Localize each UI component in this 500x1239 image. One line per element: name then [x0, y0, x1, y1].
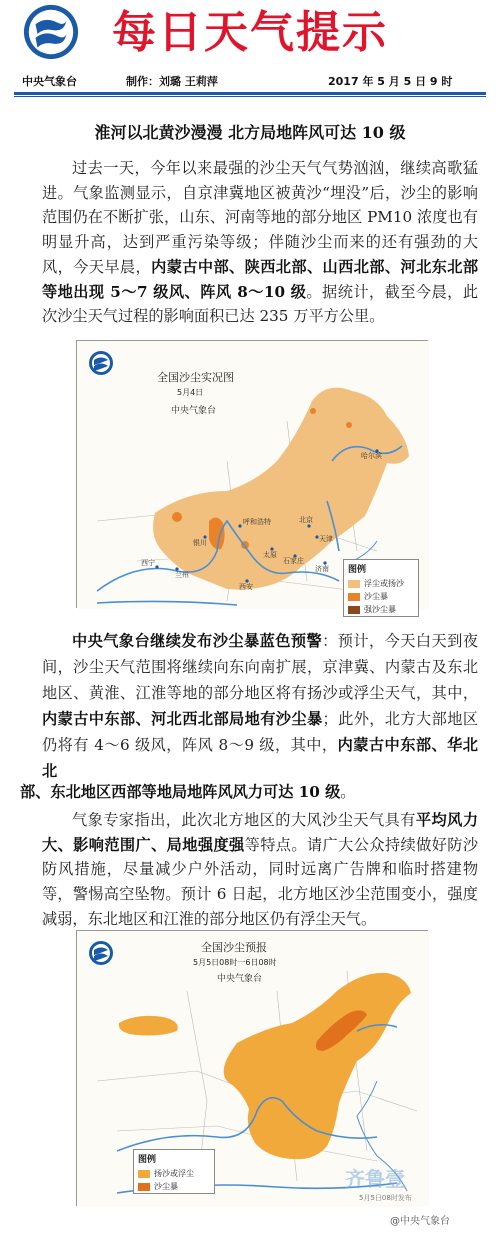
map2-org: 中央气象台	[217, 974, 263, 984]
dust-storm-dot-4	[310, 408, 316, 414]
para1-text-1: 过去一天，今年以来最强的沙尘天气气势汹汹，继续高歌猛进。气象监测显示，自京津冀地区被黄沙“埋没”后，沙尘的影响范围仍在不断扩张，山东、河南等地的部分地区 PM10 浓度也有明显升高，达到严重污染等级；伴随沙尘而来的还有强劲的大风，今天早晨，	[42, 159, 478, 276]
legend-swatch	[348, 580, 360, 588]
legend-label: 沙尘暴	[154, 1182, 178, 1191]
para3-text-2: 等特点。请广大公众持续做好防沙防风措施，尽量减少户外活动，同时远离广告牌和临时搭建物等，警惕高空坠物。预计 6 日起，北方地区沙尘范围变小，强度减弱，东北地区和江淮的部分地区仍有浮尘天气。	[42, 835, 479, 928]
header-divider-thin	[14, 96, 486, 97]
map1-city-label: 兰州	[175, 571, 189, 579]
para2-text-2: ；此外，北方大部地区仍将有 4～6 级风，阵风 8～9 级，其中，	[42, 710, 479, 754]
page-title: 每日天气提示	[112, 7, 388, 58]
para3-bold-1: 平均风力大、影响范围广、局地强度强	[42, 811, 479, 854]
map1-city-label: 济南	[315, 565, 329, 573]
para2-text-1: ：预计，今天白天到夜间，沙尘天气范围将继续向东向南扩展，京津冀、内蒙古及东北地区、黄淮、江淮等地的部分地区将有扬沙或浮尘天气，其中，	[42, 632, 479, 702]
map1-city-label: 哈尔滨	[361, 452, 382, 460]
legend-swatch	[348, 606, 360, 614]
map1-legend-item	[344, 577, 418, 590]
legend-label: 浮尘或扬沙	[364, 579, 404, 588]
para2-bold-3: 内蒙古中东部、华北北	[42, 736, 478, 780]
footer-watermark: @中央气象台	[390, 1216, 450, 1227]
legend-swatch	[348, 593, 360, 601]
paragraph-2-continued	[20, 780, 480, 805]
meta-row	[0, 70, 500, 90]
para2-bold-2: 内蒙古中东部、河北西北部局地有沙尘暴	[42, 710, 323, 728]
map2-title: 全国沙尘预报	[201, 941, 267, 954]
producers-label: 制作：刘璐 王莉萍	[126, 75, 218, 88]
map1-date: 5月4日	[177, 388, 204, 397]
map2-legend-item	[134, 1167, 214, 1180]
map1-legend-item	[344, 590, 418, 603]
map1-legend-item	[344, 603, 418, 616]
map2-legend	[133, 1149, 215, 1194]
para3-text-1: 气象专家指出，此次北方地区的大风沙尘天气具有	[72, 811, 416, 829]
paragraph-3	[42, 808, 478, 932]
paragraph-1	[42, 156, 478, 329]
header-divider	[14, 92, 486, 95]
map1-legend-title: 图例	[348, 565, 367, 575]
org-label: 中央气象台	[22, 75, 77, 88]
map1-org: 中央气象台	[171, 406, 217, 416]
map2-legend-item	[134, 1180, 214, 1193]
map2-watermark: 齐鲁壹	[345, 1167, 405, 1191]
para1-text-2: 。据统计，截至今晨，此次沙尘天气过程的影响面积已达 235 万平方公里。	[42, 282, 478, 326]
para1-bold-1: 内蒙古中部、陕西北部、山西北部、河北东北部等地出现 5～7 级风、阵风 8～10 级	[42, 257, 479, 301]
headline: 淮河以北黄沙漫漫 北方局地阵风可达 10 级	[94, 123, 406, 142]
dust-storm-dot-3	[346, 422, 352, 428]
map1-city-label: 西安	[239, 583, 253, 591]
para2-bold-4: 部、东北地区西部等地局地阵风风力可达 10 级	[20, 783, 341, 801]
dust-observation-map	[76, 340, 428, 614]
map1-legend	[343, 559, 419, 617]
map1-city-label: 西宁	[141, 559, 155, 567]
map1-city-label: 银川	[193, 539, 207, 547]
map1-title: 全国沙尘实况图	[157, 371, 234, 384]
legend-swatch	[138, 1170, 150, 1178]
date-label: 2017 年 5 月 5 日 9 时	[328, 75, 453, 88]
legend-swatch	[138, 1183, 150, 1191]
para2-bold-1: 中央气象台继续发布沙尘暴蓝色预警	[72, 632, 323, 650]
paragraph-2	[42, 628, 478, 784]
map1-city-label: 石家庄	[283, 557, 304, 565]
dust-storm-dot-1	[172, 512, 182, 522]
cma-logo-icon	[22, 3, 80, 61]
header	[0, 0, 500, 66]
map1-city-label: 太原	[263, 551, 277, 559]
map2-stamp: 5月5日08时发布	[359, 1194, 412, 1202]
map2-legend-title: 图例	[138, 1155, 157, 1165]
dust-forecast-map	[76, 930, 428, 1206]
legend-label: 沙尘暴	[364, 592, 388, 601]
legend-label: 扬沙或浮尘	[154, 1169, 194, 1178]
map1-city-label: 呼和浩特	[243, 518, 271, 526]
legend-label: 强沙尘暴	[364, 605, 396, 614]
map2-date: 5月5日08时一6日08时	[193, 958, 277, 967]
map1-city-label: 北京	[299, 516, 313, 524]
para2-text-3: 。	[340, 783, 356, 801]
map1-city-label: 天津	[319, 535, 333, 543]
